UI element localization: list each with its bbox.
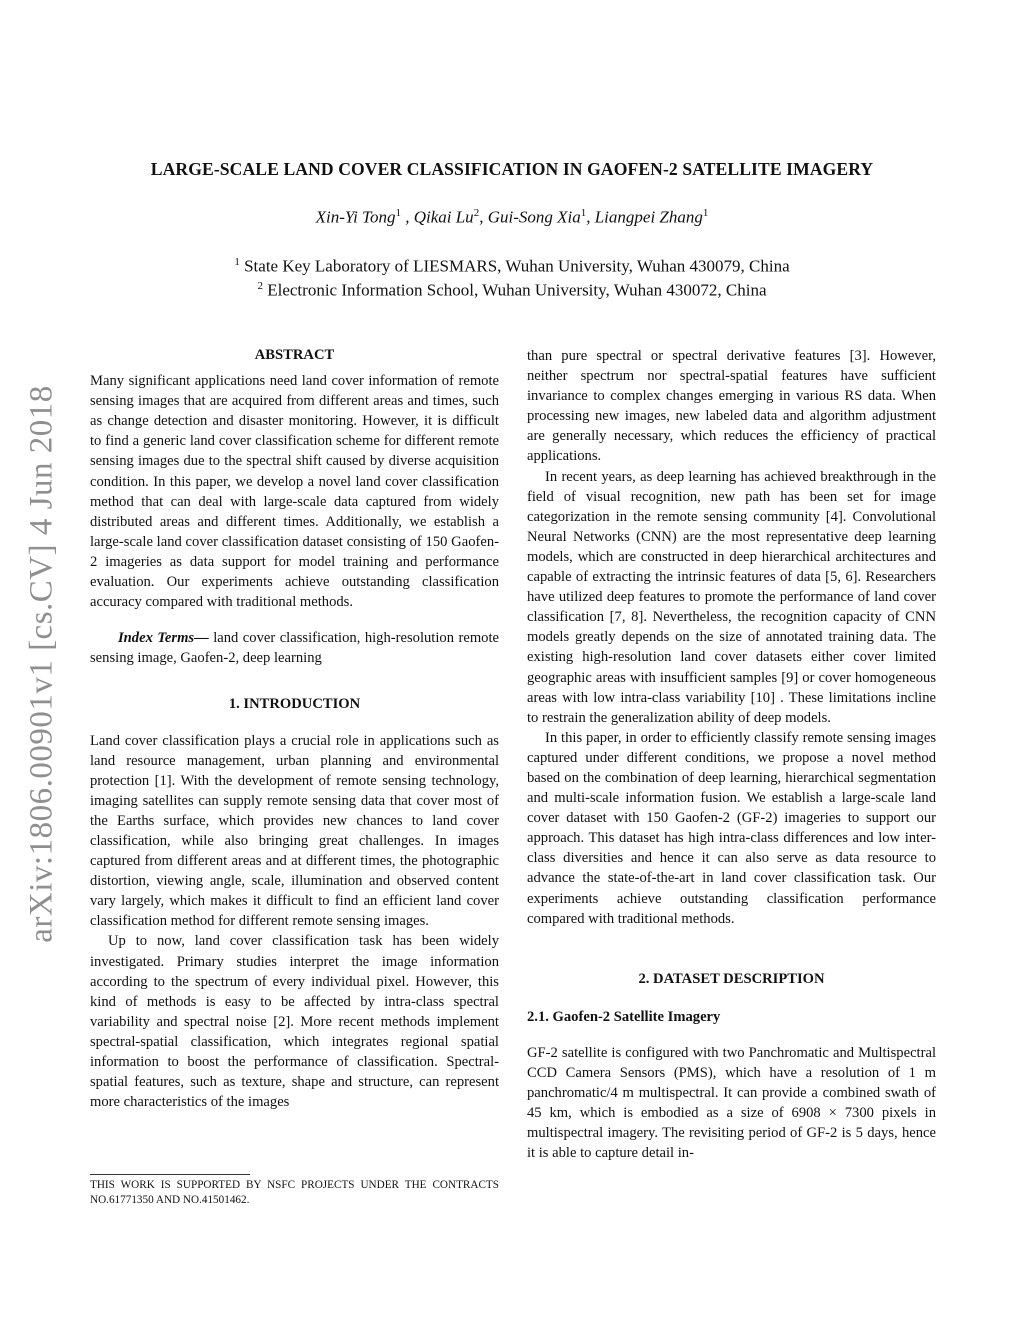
- footnote-divider: [90, 1174, 250, 1175]
- dataset-heading: 2. DATASET DESCRIPTION: [638, 970, 825, 987]
- dataset-paragraph: GF-2 satellite is configured with two Panchromatic and Multispectral CCD Camera Sensors (PMS), which have a resolution of 1 m panchromatic/4 m multispectral. It can provide a combined swath of 45 km, which is embodied as a size of 6908 × 7300 pixels in multispectral imagery. The revisiting period of GF-2 is 5 days, hence it is able to capture detail in-: [527, 1044, 936, 1162]
- intro-paragraph-4: In this paper, in order to efficiently classify remote sensing images captured under different conditions, we propose a novel method based on the combination of deep learning, hierarchical segmentation and multi-scale information fusion. We establish a large-scale land cover dataset with 150 Gaofen-2 (GF-2) imageries to support our approach. This dataset has high intra-class differences and low inter-class diversities and hence it can also serve as data resource to advance the state-of-the-art in land cover classification task. Our experiments achieve outstanding classification performance compared with traditional methods.: [527, 729, 936, 927]
- abstract-text: Many significant applications need land cover information of remote sensing images that are acquired from different areas and times, such as change detection and disaster monitoring. However, it is difficult to find a generic land cover classification scheme for different remote sensing images due to the spectral shift caused by diverse acquisition condition. In this paper, we develop a novel land cover classification method that can deal with large-scale data captured from widely distributed areas and different times. Additionally, we establish a large-scale land cover classification dataset consisting of 150 Gaofen-2 imageries as data support for model training and performance evaluation. Our experiments achieve outstanding classification accuracy compared with traditional methods.: [90, 373, 499, 611]
- author-separator: ,: [479, 207, 488, 227]
- abstract-heading: ABSTRACT: [254, 347, 335, 363]
- introduction-heading: 1. INTRODUCTION: [228, 696, 361, 713]
- dataset-subheading: 2.1. Gaofen-2 Satellite Imagery: [527, 1008, 721, 1025]
- index-terms-text: land cover classification, high-resolution remote sensing image, Gaofen-2, deep learning: [90, 630, 499, 667]
- author-name: Qikai Lu: [413, 207, 474, 227]
- author-separator: ,: [586, 207, 595, 227]
- author-list: [90, 207, 934, 228]
- author-name: Liangpei Zhang: [594, 207, 703, 227]
- author-affiliation-mark: 1: [702, 207, 709, 219]
- affiliation-1: [90, 256, 934, 277]
- author-name: Gui-Song Xia: [487, 207, 581, 227]
- left-column: [90, 345, 499, 1112]
- affiliation-text: Electronic Information School, Wuhan University, Wuhan 430072, China: [262, 280, 767, 300]
- right-column: [527, 346, 936, 1163]
- affiliation-text: State Key Laboratory of LIESMARS, Wuhan University, Wuhan 430079, China: [239, 256, 790, 276]
- author-affiliation-mark: 1: [395, 207, 401, 219]
- author-name: Xin-Yi Tong: [315, 207, 396, 227]
- author-separator: ,: [400, 207, 414, 227]
- affiliation-mark: 2: [257, 280, 263, 292]
- author-affiliation-mark: 1: [580, 207, 587, 219]
- arxiv-stamp: [22, 366, 62, 961]
- intro-paragraph-3: In recent years, as deep learning has achieved breakthrough in the field of visual recognition, new path has been set for image categorization in the remote sensing community [4]. Convolutional Neural Networks (CNN) are the most representative deep learning models, which are constructed in deep hierarchical architectures and capable of extracting the intrinsic features of data [5, 6]. Researchers have utilized deep features to promote the performance of land cover classification [7, 8]. Nevertheless, the recognition capacity of CNN models greatly depends on the size of annotated training data. The existing high-resolution land cover datasets either cover limited geographic areas with insufficient samples [9] or cover homogeneous areas with low intra-class variability [10] . These limitations incline to restrain the generalization ability of deep models.: [527, 468, 936, 726]
- intro-paragraph-2: Up to now, land cover classification task has been widely investigated. Primary studies interpret the image information according to the spectrum of every individual pixel. However, this kind of methods is easy to be affected by intra-class spectral variability and spectral noise [2]. More recent methods implement spectral-spatial classification, which integrates regional spatial information to boost the performance of classification. Spectral-spatial features, such as texture, shape and structure, can represent more characteristics of the images: [90, 933, 499, 1111]
- index-terms: [90, 628, 499, 668]
- index-terms-label: Index Terms—: [118, 630, 209, 647]
- affiliation-mark: 1: [234, 256, 240, 268]
- paper-title: LARGE-SCALE LAND COVER CLASSIFICATION IN GAOFEN-2 SATELLITE IMAGERY: [150, 159, 874, 179]
- intro-paragraph-1: Land cover classification plays a crucial role in applications such as land resource management, urban planning and environmental protection [1]. With the development of remote sensing technology, imaging satellites can supply remote sensing data that cover most of the Earths surface, which provides new chances to land cover classification, while also bringing great challenges. In images captured from different areas and at different times, the photographic distortion, viewing angle, scale, illumination and observed content vary largely, which makes it difficult to find an efficient land cover classification method for different remote sensing images.: [90, 732, 499, 930]
- author-affiliation-mark: 2: [473, 207, 480, 219]
- funding-footnote: THIS WORK IS SUPPORTED BY NSFC PROJECTS UNDER THE CONTRACTS NO.61771350 AND NO.41501462.: [90, 1179, 499, 1206]
- intro-paragraph-continued: than pure spectral or spectral derivative features [3]. However, neither spectrum nor spectral-spatial features have sufficient invariance to complex changes emerging in various RS data. When processing new images, new labeled data and algorithm adjustment are generally necessary, which reduces the efficiency of practical applications.: [527, 348, 936, 465]
- arxiv-stamp-text: arXiv:1806.00901v1 [cs.CV] 4 Jun 2018: [23, 384, 60, 943]
- affiliation-2: [90, 280, 934, 301]
